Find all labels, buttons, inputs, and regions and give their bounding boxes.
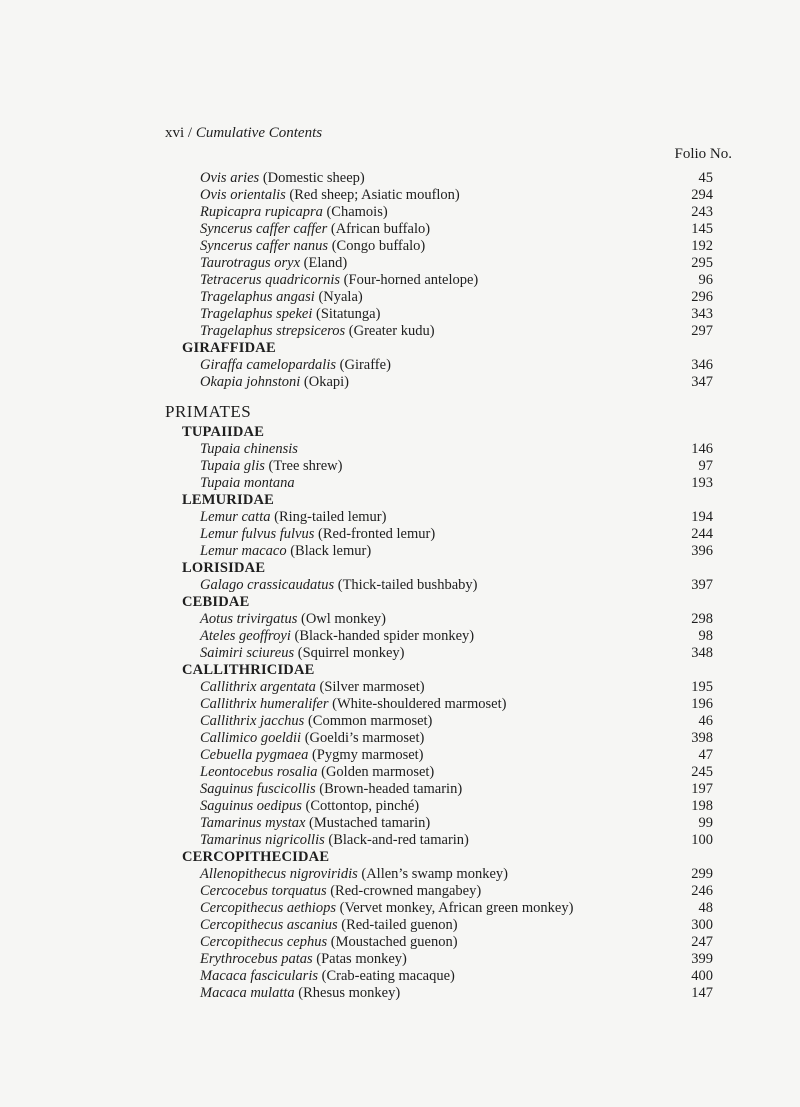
common-name: (Congo buffalo) (328, 238, 426, 254)
family-label: CEBIDAE (182, 594, 250, 610)
common-name: (Giraffe) (336, 357, 391, 373)
family-heading (165, 560, 713, 577)
latin-name: Lemur catta (200, 509, 271, 525)
common-name: (Red sheep; Asiatic mouflon) (285, 187, 460, 203)
species-name (200, 934, 458, 951)
family-heading (165, 849, 713, 866)
species-entry (165, 221, 713, 238)
folio-number: 247 (691, 934, 713, 950)
latin-name: Cercocebus torquatus (200, 883, 327, 899)
common-name: (African buffalo) (327, 221, 431, 237)
species-entry (165, 441, 713, 458)
latin-name: Tamarinus nigricollis (200, 832, 325, 848)
latin-name: Tamarinus mystax (200, 815, 306, 831)
folio-number: 146 (691, 441, 713, 457)
latin-name: Lemur fulvus fulvus (200, 526, 315, 542)
species-entry (165, 357, 713, 374)
common-name: (Okapi) (300, 374, 350, 390)
species-name (200, 543, 371, 560)
species-name (200, 883, 481, 900)
folio-number: 245 (691, 764, 713, 780)
latin-name: Okapia johnstoni (200, 374, 301, 390)
common-name: (Allen’s swamp monkey) (357, 866, 508, 882)
folio-number: 297 (691, 323, 713, 339)
common-name: (Rhesus monkey) (294, 985, 401, 1001)
species-name (200, 951, 407, 968)
latin-name: Saguinus fuscicollis (200, 781, 316, 797)
page-title: Cumulative Contents (195, 125, 323, 141)
folio-number: 147 (691, 985, 713, 1001)
species-name (200, 900, 573, 917)
latin-name: Tragelaphus angasi (200, 289, 315, 305)
species-name (200, 475, 295, 492)
latin-name: Leontocebus rosalia (200, 764, 318, 780)
latin-name: Macaca fascicularis (200, 968, 318, 984)
folio-number: 396 (691, 543, 713, 559)
folio-number: 195 (691, 679, 713, 695)
species-entry (165, 781, 713, 798)
species-name (200, 781, 462, 798)
species-entry (165, 883, 713, 900)
species-name (200, 968, 455, 985)
latin-name: Saguinus oedipus (200, 798, 302, 814)
folio-number: 246 (691, 883, 713, 899)
species-name (200, 441, 298, 458)
family-label: LORISIDAE (182, 560, 266, 576)
species-name (200, 696, 506, 713)
common-name: (Silver marmoset) (315, 679, 425, 695)
species-name (200, 458, 342, 475)
family-heading (165, 662, 713, 679)
common-name: (Brown-headed tamarin) (315, 781, 463, 797)
species-entry (165, 798, 713, 815)
latin-name: Tragelaphus spekei (200, 306, 313, 322)
species-name (200, 526, 435, 543)
folio-number: 399 (691, 951, 713, 967)
species-entry (165, 526, 713, 543)
species-entry (165, 764, 713, 781)
folio-number: 100 (691, 832, 713, 848)
latin-name: Tragelaphus strepsiceros (200, 323, 346, 339)
common-name: (Domestic sheep) (259, 170, 365, 186)
species-entry (165, 323, 713, 340)
family-label: TUPAIIDAE (182, 424, 265, 440)
species-entry (165, 306, 713, 323)
common-name: (White-shouldered marmoset) (328, 696, 507, 712)
species-name (200, 866, 508, 883)
species-name (200, 798, 419, 815)
species-entry (165, 611, 713, 628)
common-name: (Mustached tamarin) (305, 815, 431, 831)
latin-name: Tetracerus quadricornis (200, 272, 341, 288)
latin-name: Aotus trivirgatus (200, 611, 298, 627)
folio-number: 48 (698, 900, 713, 916)
latin-name: Callithrix jacchus (200, 713, 305, 729)
folio-number: 397 (691, 577, 713, 593)
species-name (200, 611, 386, 628)
family-heading (165, 340, 713, 357)
common-name: (Ring-tailed lemur) (270, 509, 387, 525)
common-name: (Tree shrew) (264, 458, 343, 474)
latin-name: Taurotragus oryx (200, 255, 301, 271)
common-name: (Common marmoset) (304, 713, 433, 729)
species-entry (165, 900, 713, 917)
species-entry (165, 509, 713, 526)
latin-name: Callithrix humeralifer (200, 696, 329, 712)
common-name: (Greater kudu) (345, 323, 435, 339)
contents-list (165, 170, 713, 1002)
latin-name: Cercopithecus aethiops (200, 900, 336, 916)
folio-number: 243 (691, 204, 713, 220)
folio-number: 347 (691, 374, 713, 390)
common-name: (Patas monkey) (312, 951, 407, 967)
species-name (200, 679, 425, 696)
folio-number: 192 (691, 238, 713, 254)
species-entry (165, 934, 713, 951)
latin-name: Ovis aries (200, 170, 260, 186)
species-name (200, 221, 430, 238)
species-entry (165, 747, 713, 764)
folio-number: 47 (698, 747, 713, 763)
species-entry (165, 272, 713, 289)
folio-number: 99 (698, 815, 713, 831)
species-name (200, 985, 400, 1002)
folio-number: 197 (691, 781, 713, 797)
family-label: CALLITHRICIDAE (182, 662, 315, 678)
latin-name: Cebuella pygmaea (200, 747, 309, 763)
common-name: (Red-crowned mangabey) (326, 883, 482, 899)
species-name (200, 628, 474, 645)
species-entry (165, 238, 713, 255)
species-entry (165, 951, 713, 968)
folio-number: 298 (691, 611, 713, 627)
species-entry (165, 187, 713, 204)
folio-number: 193 (691, 475, 713, 491)
species-entry (165, 679, 713, 696)
species-entry (165, 832, 713, 849)
folio-number: 299 (691, 866, 713, 882)
common-name: (Black lemur) (286, 543, 372, 559)
species-entry (165, 543, 713, 560)
latin-name: Giraffa camelopardalis (200, 357, 337, 373)
species-entry (165, 577, 713, 594)
species-entry (165, 628, 713, 645)
species-entry (165, 985, 713, 1002)
species-entry (165, 475, 713, 492)
latin-name: Callithrix argentata (200, 679, 316, 695)
folio-number: 398 (691, 730, 713, 746)
folio-number: 400 (691, 968, 713, 984)
folio-number: 296 (691, 289, 713, 305)
latin-name: Tupaia glis (200, 458, 265, 474)
common-name: (Pygmy marmoset) (308, 747, 424, 763)
species-name (200, 764, 434, 781)
species-name (200, 374, 349, 391)
species-name (200, 323, 435, 340)
latin-name: Cercopithecus cephus (200, 934, 328, 950)
common-name: (Black-handed spider monkey) (290, 628, 475, 644)
common-name: (Red-tailed guenon) (337, 917, 458, 933)
species-entry (165, 815, 713, 832)
family-heading (165, 424, 713, 441)
common-name: (Golden marmoset) (317, 764, 435, 780)
folio-column-header: Folio No. (674, 146, 732, 162)
latin-name: Erythrocebus patas (200, 951, 313, 967)
folio-number: 45 (698, 170, 713, 186)
common-name: (Eland) (300, 255, 348, 271)
latin-name: Ovis orientalis (200, 187, 286, 203)
section-gap (165, 391, 713, 398)
family-label: CERCOPITHECIDAE (182, 849, 330, 865)
folio-number: 346 (691, 357, 713, 373)
common-name: (Vervet monkey, African green monkey) (335, 900, 574, 916)
species-name (200, 645, 404, 662)
family-heading (165, 492, 713, 509)
common-name: (Black-and-red tamarin) (324, 832, 469, 848)
species-name (200, 272, 478, 289)
species-name (200, 204, 388, 221)
family-label: LEMURIDAE (182, 492, 275, 508)
species-entry (165, 289, 713, 306)
family-heading (165, 594, 713, 611)
common-name: (Red-fronted lemur) (314, 526, 436, 542)
folio-number: 244 (691, 526, 713, 542)
folio-number: 300 (691, 917, 713, 933)
species-name (200, 917, 458, 934)
species-entry (165, 374, 713, 391)
folio-number: 294 (691, 187, 713, 203)
order-heading (165, 398, 713, 424)
species-entry (165, 968, 713, 985)
folio-number: 198 (691, 798, 713, 814)
species-name (200, 577, 477, 594)
species-name (200, 238, 425, 255)
running-head (165, 125, 322, 142)
common-name: (Four-horned antelope) (340, 272, 479, 288)
common-name: (Moustached guenon) (327, 934, 458, 950)
folio-number: 97 (698, 458, 713, 474)
species-entry (165, 713, 713, 730)
species-name (200, 306, 380, 323)
latin-name: Callimico goeldii (200, 730, 302, 746)
species-name (200, 747, 424, 764)
common-name: (Nyala) (314, 289, 363, 305)
species-name (200, 730, 424, 747)
latin-name: Saimiri sciureus (200, 645, 295, 661)
latin-name: Galago crassicaudatus (200, 577, 335, 593)
latin-name: Allenopithecus nigroviridis (200, 866, 358, 882)
common-name: (Sitatunga) (312, 306, 381, 322)
folio-number: 348 (691, 645, 713, 661)
latin-name: Macaca mulatta (200, 985, 295, 1001)
folio-number: 145 (691, 221, 713, 237)
species-entry (165, 645, 713, 662)
folio-number: 196 (691, 696, 713, 712)
latin-name: Syncerus caffer caffer (200, 221, 328, 237)
common-name: (Goeldi’s marmoset) (301, 730, 425, 746)
species-name (200, 255, 347, 272)
common-name: (Cottontop, pinché) (301, 798, 420, 814)
page-number: xvi (165, 125, 185, 141)
species-entry (165, 170, 713, 187)
latin-name: Tupaia montana (200, 475, 295, 491)
species-entry (165, 866, 713, 883)
common-name: (Crab-eating macaque) (318, 968, 455, 984)
latin-name: Tupaia chinensis (200, 441, 298, 457)
family-label: GIRAFFIDAE (182, 340, 276, 356)
species-name (200, 832, 469, 849)
species-entry (165, 204, 713, 221)
common-name: (Squirrel monkey) (294, 645, 405, 661)
folio-number: 194 (691, 509, 713, 525)
species-name (200, 170, 365, 187)
species-name (200, 713, 432, 730)
species-entry (165, 255, 713, 272)
common-name: (Owl monkey) (297, 611, 386, 627)
species-name (200, 187, 460, 204)
species-name (200, 815, 430, 832)
latin-name: Rupicapra rupicapra (200, 204, 323, 220)
latin-name: Cercopithecus ascanius (200, 917, 338, 933)
species-name (200, 357, 391, 374)
species-name (200, 509, 386, 526)
species-entry (165, 458, 713, 475)
common-name: (Thick-tailed bushbaby) (334, 577, 478, 593)
common-name: (Chamois) (322, 204, 388, 220)
folio-number: 343 (691, 306, 713, 322)
folio-number: 96 (698, 272, 713, 288)
folio-number: 98 (698, 628, 713, 644)
folio-number: 295 (691, 255, 713, 271)
latin-name: Lemur macaco (200, 543, 287, 559)
latin-name: Syncerus caffer nanus (200, 238, 329, 254)
order-label: PRIMATES (165, 402, 252, 421)
header-separator: / (184, 125, 196, 141)
species-name (200, 289, 363, 306)
latin-name: Ateles geoffroyi (200, 628, 291, 644)
species-entry (165, 917, 713, 934)
species-entry (165, 696, 713, 713)
folio-number: 46 (698, 713, 713, 729)
species-entry (165, 730, 713, 747)
